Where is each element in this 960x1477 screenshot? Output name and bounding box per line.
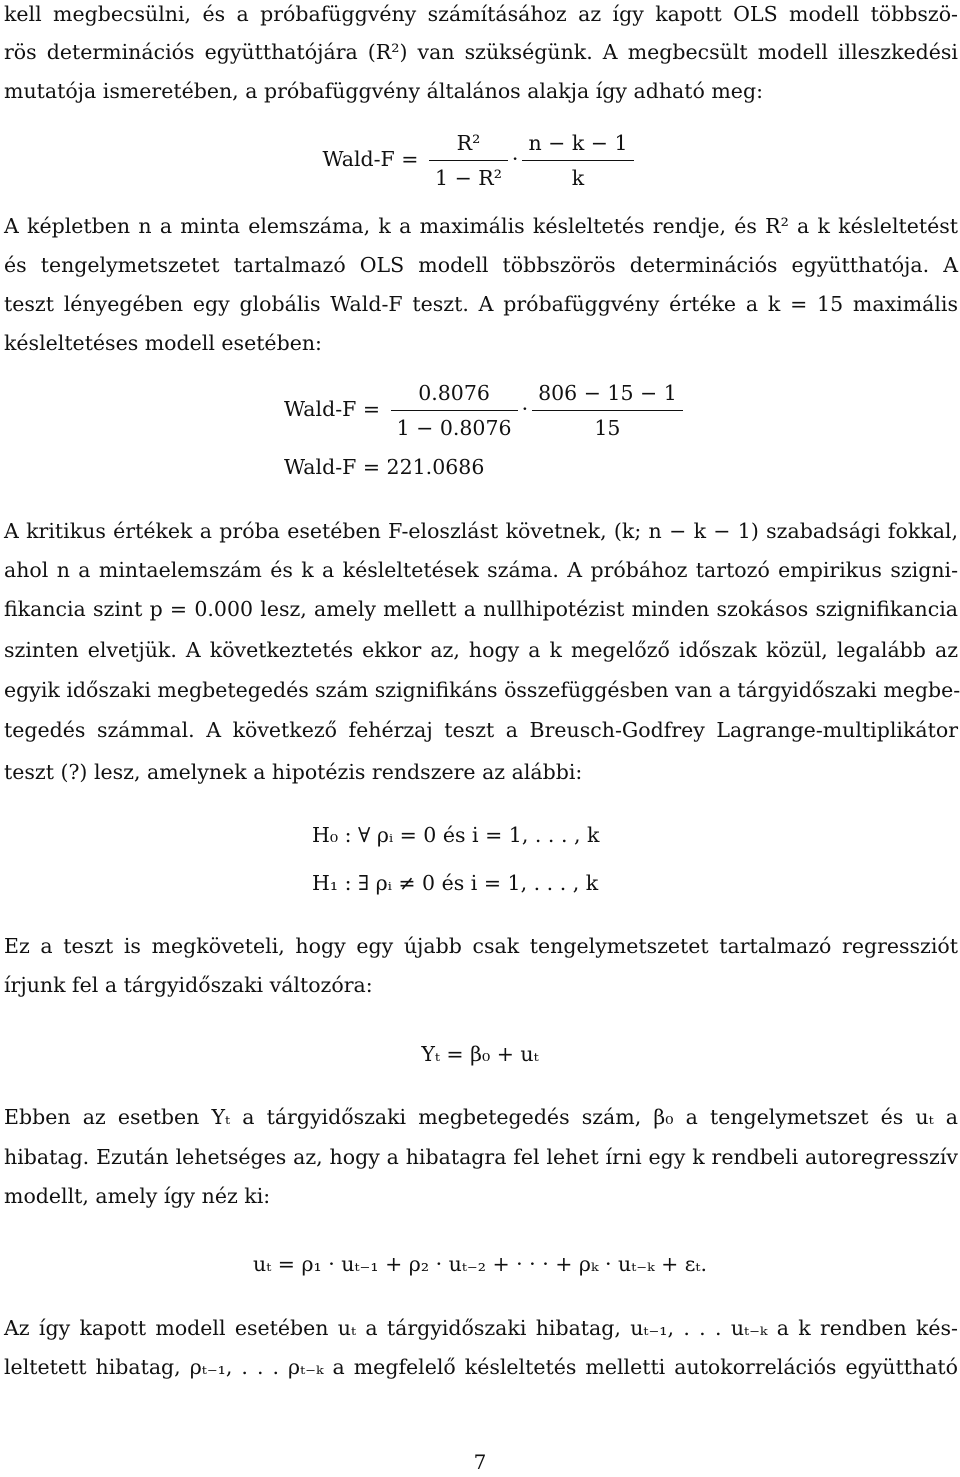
text-line: Ez a teszt is megköveteli, hogy egy újabb csak tengelymetszetet tartalmazó regressziót bbox=[4, 934, 958, 958]
hypothesis-h0: H₀ : ∀ ρᵢ = 0 és i = 1, . . . , k bbox=[312, 823, 600, 847]
text-line: írjunk fel a tárgyidőszaki változóra: bbox=[4, 973, 373, 997]
hypothesis-h1: H₁ : ∃ ρᵢ ≠ 0 és i = 1, . . . , k bbox=[312, 871, 599, 895]
text-line: Ebben az esetben Yₜ a tárgyidőszaki megbetegedés szám, β₀ a tengelymetszet és uₜ a bbox=[4, 1105, 958, 1129]
text-line: szinten elvetjük. A következtetés ekkor az, hogy a k megelőző időszak közül, legalább az bbox=[4, 638, 958, 662]
fraction-numerator: R² bbox=[429, 128, 508, 161]
fraction bbox=[522, 128, 633, 193]
fraction-denominator: 1 − R² bbox=[435, 166, 502, 190]
equation-lhs: Wald-F = bbox=[322, 147, 419, 171]
text-line: tegedés számmal. A következő fehérzaj teszt a Breusch-Godfrey Lagrange-multiplikátor bbox=[4, 718, 958, 742]
text-line: leltetett hibatag, ρₜ₋₁, . . . ρₜ₋ₖ a megfelelő késleltetés melletti autokorrelációs együttható bbox=[4, 1355, 958, 1379]
equation-wald-f-value: Wald-F = $\frac{0.8076}{1 - 0.8076}$ · $\frac{806 - 15 - 1}{15}$ bbox=[284, 378, 687, 443]
text-line: A képletben n a minta elemszáma, k a maximális késleltetés rendje, és R² a k késleltetést bbox=[4, 214, 958, 238]
fraction-denominator: 1 − 0.8076 bbox=[396, 416, 512, 440]
text-line: egyik időszaki megbetegedés szám szignifikáns összefüggésben van a tárgyidőszaki megbe- bbox=[4, 678, 960, 702]
text-line: kell megbecsülni, és a próbafüggvény számításához az így kapott OLS modell többszö- bbox=[4, 2, 958, 26]
text-line: ahol n a mintaelemszám és k a késleltetések száma. A próbához tartozó empirikus szigni- bbox=[4, 558, 958, 582]
fraction bbox=[391, 378, 518, 443]
text-line: teszt lényegében egy globális Wald-F teszt. A próbafüggvény értéke a k = 15 maximális bbox=[4, 292, 958, 316]
page-number: 7 bbox=[473, 1450, 487, 1474]
text-line: A kritikus értékek a próba esetében F-eloszlást követnek, (k; n − k − 1) szabadsági fokkal, bbox=[4, 519, 958, 543]
equation-regression: Yₜ = β₀ + uₜ bbox=[421, 1042, 539, 1066]
text-line: hibatag. Ezután lehetséges az, hogy a hibatagra fel lehet írni egy k rendbeli autoregresszív bbox=[4, 1145, 958, 1169]
equation-lhs: Wald-F = bbox=[284, 397, 381, 421]
text-line: rös determinációs együtthatójára (R²) van szükségünk. A megbecsült modell illeszkedési bbox=[4, 40, 958, 64]
text-line: teszt (?) lesz, amelynek a hipotézis rendszere az alábbi: bbox=[4, 760, 583, 784]
fraction-numerator: n − k − 1 bbox=[522, 128, 633, 161]
text-line: mutatója ismeretében, a próbafüggvény általános alakja így adható meg: bbox=[4, 79, 763, 103]
text-line: késleltetéses modell esetében: bbox=[4, 331, 322, 355]
text-line: és tengelymetszetet tartalmazó OLS modell többszörös determinációs együtthatója. A bbox=[4, 253, 958, 277]
fraction-denominator: 15 bbox=[594, 416, 621, 440]
equation-wald-f: Wald-F = $\frac{\text{R²}}{\text{1 − R²}}$ · $\frac{n - k - 1}{k}$ bbox=[0, 128, 960, 193]
equation-autoregressive: uₜ = ρ₁ · uₜ₋₁ + ρ₂ · uₜ₋₂ + · · · + ρₖ · uₜ₋ₖ + εₜ. bbox=[253, 1252, 707, 1276]
fraction bbox=[429, 128, 508, 193]
text-line: Az így kapott modell esetében uₜ a tárgyidőszaki hibatag, uₜ₋₁, . . . uₜ₋ₖ a k rendben kés- bbox=[4, 1316, 958, 1340]
fraction-numerator: 0.8076 bbox=[391, 378, 518, 411]
text-line: fikancia szint p = 0.000 lesz, amely mellett a nullhipotézist minden szokásos szignifikancia bbox=[4, 597, 958, 621]
text-line: modellt, amely így néz ki: bbox=[4, 1184, 271, 1208]
fraction bbox=[532, 378, 683, 443]
fraction-numerator: 806 − 15 − 1 bbox=[532, 378, 683, 411]
equation-result: Wald-F = 221.0686 bbox=[284, 455, 485, 479]
fraction-denominator: k bbox=[571, 166, 585, 190]
